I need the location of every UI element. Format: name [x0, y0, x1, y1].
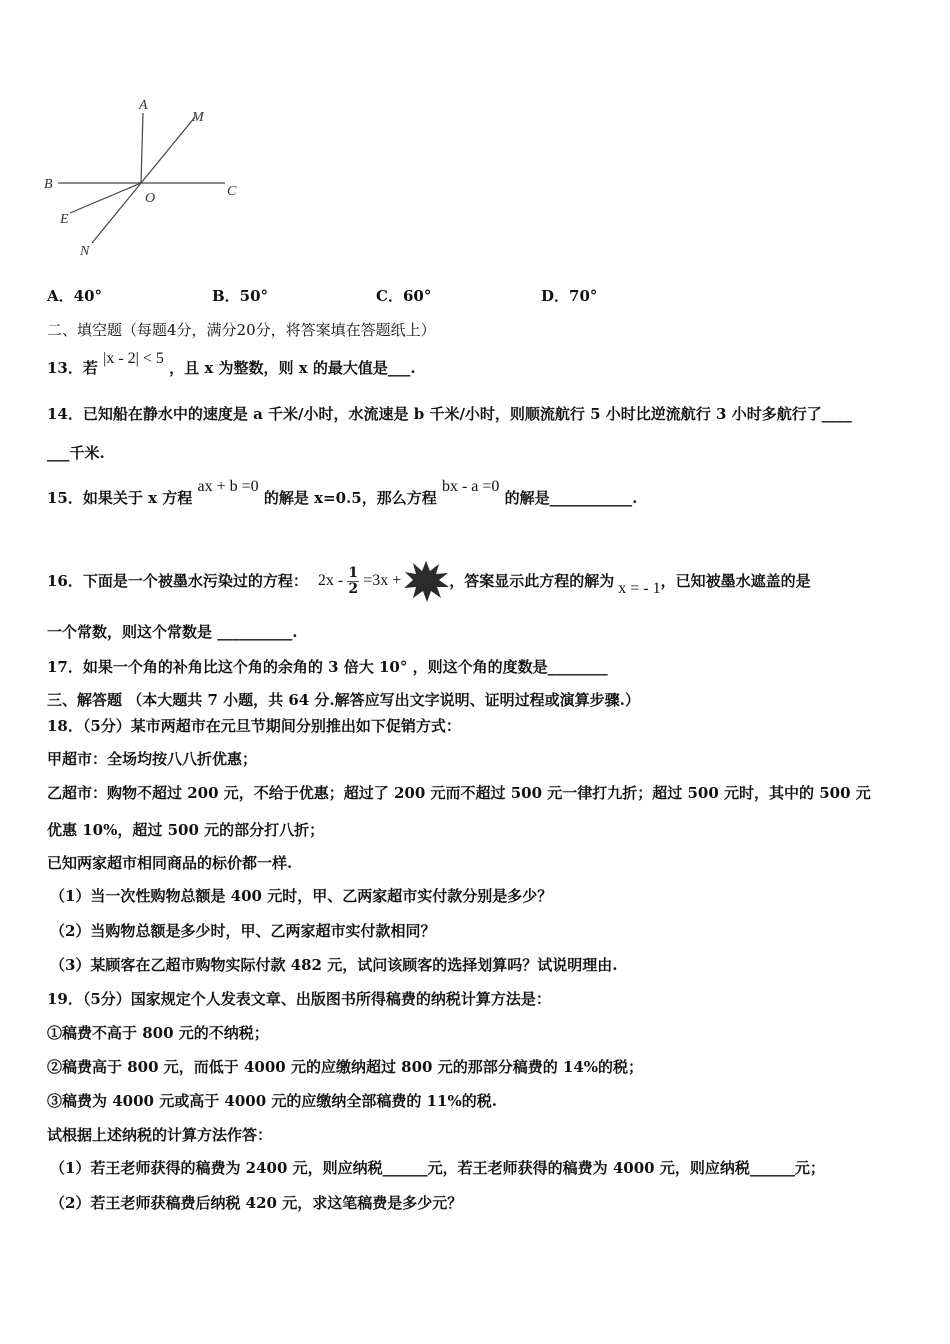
q16-math-b: =3x + — [363, 572, 402, 589]
q16-frac-den: 2 — [348, 580, 359, 597]
label-c: C — [227, 184, 237, 199]
q18-line-c: 已知两家超市相同商品的标价都一样. — [47, 854, 293, 872]
q18-line-b2: 优惠 10%，超过 500 元的部分打八折； — [47, 821, 325, 839]
line-mn — [92, 117, 195, 243]
section3-title: 三、解答题 （本大题共 7 小题，共 64 分.解答应写出文字说明、证明过程或演算步骤.） — [47, 691, 640, 709]
ray-oa — [141, 113, 143, 183]
q16-suffix: ，已知被墨水遮盖的是 — [660, 572, 811, 590]
q18-line-b1: 乙超市：购物不超过 200 元，不给于优惠；超过了 200 元而不超过 500 元一律打九折；超过 500 元时，其中的 500 元 — [47, 784, 871, 802]
q13-math: |x - 2| < 5 — [103, 350, 164, 367]
q16-frac-num: 1 — [348, 564, 359, 581]
q19-instructions: 试根据上述纳税的计算方法作答： — [47, 1126, 273, 1144]
q15-math1: ax + b =0 — [197, 478, 259, 495]
q18-sub3: （3）某顾客在乙超市购物实际付款 482 元，试问该顾客的选择划算吗？试说明理由. — [50, 956, 618, 974]
q15-suffix: 的解是___________. — [504, 489, 638, 507]
label-a: A — [139, 98, 148, 113]
q16-solution: x = - 1 — [618, 580, 661, 597]
option-c: C．60° — [376, 287, 432, 305]
q16-mid: ，答案显示此方程的解为 — [449, 572, 615, 590]
q14-line2: ___千米. — [47, 444, 105, 462]
question-15 — [47, 478, 638, 509]
q13-suffix: ，且 x 为整数，则 x 的最大值是___. — [169, 359, 416, 377]
section2-title: 二、填空题（每题4分，满分20分，将答案填在答题纸上） — [47, 321, 436, 339]
q19-stem: 19．（5分）国家规定个人发表文章、出版图书所得稿费的纳税计算方法是： — [47, 990, 551, 1008]
label-b: B — [44, 177, 53, 192]
q18-sub2: （2）当购物总额是多少时，甲、乙两家超市实付款相同？ — [50, 922, 436, 940]
q16-prefix: 16．下面是一个被墨水污染过的方程： — [47, 572, 308, 590]
q15-math2: bx - a =0 — [441, 478, 500, 495]
q16-fraction — [347, 566, 359, 597]
question-13 — [47, 350, 416, 379]
q15-prefix: 15．如果关于 x 方程 — [47, 489, 193, 507]
label-m: M — [192, 110, 204, 125]
q19-sub1: （1）若王老师获得的稿费为 2400 元，则应纳税______元，若王老师获得的稿费为 4000 元，则应纳税______元； — [50, 1159, 825, 1177]
q18-line-a: 甲超市：全场均按八八折优惠； — [47, 750, 258, 768]
label-e: E — [60, 212, 69, 227]
q13-prefix: 13．若 — [47, 359, 98, 377]
option-b: B．50° — [212, 287, 269, 305]
option-d: D．70° — [541, 287, 598, 305]
q18-stem: 18．（5分）某市两超市在元旦节期间分别推出如下促销方式： — [47, 717, 461, 735]
q19-sub2: （2）若王老师获稿费后纳税 420 元，求这笔稿费是多少元？ — [50, 1194, 463, 1212]
label-o: O — [145, 191, 156, 206]
q16-math-a: 2x - — [317, 572, 344, 589]
question-17: 17．如果一个角的补角比这个角的余角的 3 倍大 10° ，则这个角的度数是________ — [47, 658, 608, 676]
ray-oe — [70, 183, 141, 213]
q16-line2: 一个常数，则这个常数是 __________. — [47, 623, 298, 641]
angle-figure — [40, 95, 250, 260]
q19-rule3: ③稿费为 4000 元或高于 4000 元的应缴纳全部稿费的 11%的税. — [47, 1092, 497, 1110]
label-n: N — [80, 244, 90, 259]
q14-line1: 14．已知船在静水中的速度是 a 千米/小时，水流速是 b 千米/小时，则顺流航行 5 小时比逆流航行 3 小时多航行了____ — [47, 405, 852, 423]
question-16 — [47, 560, 811, 602]
q18-sub1: （1）当一次性购物总额是 400 元时，甲、乙两家超市实付款分别是多少？ — [50, 887, 553, 905]
ink-blot-icon — [403, 560, 449, 602]
q19-rule1: ①稿费不高于 800 元的不纳税； — [47, 1024, 269, 1042]
option-a: A．40° — [47, 287, 103, 305]
q15-mid: 的解是 x=0.5，那么方程 — [263, 489, 437, 507]
q19-rule2: ②稿费高于 800 元，而低于 4000 元的应缴纳超过 800 元的那部分稿费的 14%的税； — [47, 1058, 644, 1076]
